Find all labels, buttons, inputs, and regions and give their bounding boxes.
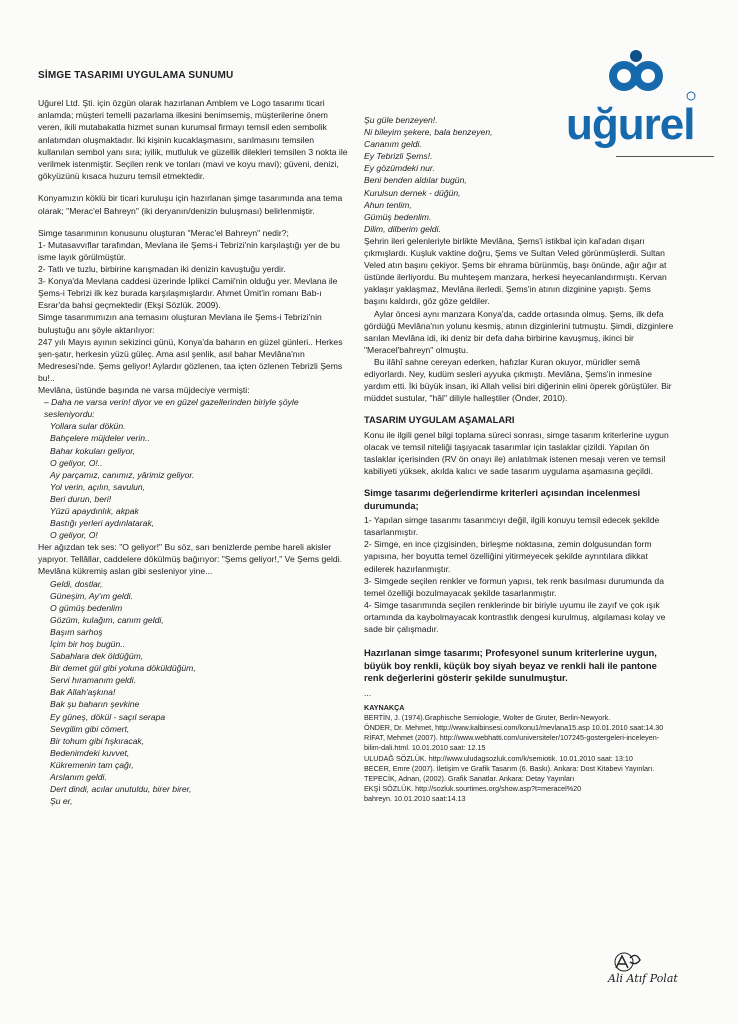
ellipsis: ... — [364, 687, 372, 698]
criteria-item: 3- Simgede seçilen renkler ve formun yapısı, tek renk basılması durumunda da temel özelliği bozulmayacak şekilde tasarlanmıştır. — [364, 575, 664, 598]
poem-line: Dilim, dilberim geldi. — [364, 223, 441, 234]
reference-item: BECER, Emre (2007). İletişim ve Grafik Tasarım (6. Baskı). Ankara: Dost Kitabevi Yayınları. — [364, 763, 655, 773]
poem-line: Yol verin, açılın, savulun, — [50, 481, 146, 492]
ceremony-paragraph: Bu ilâhî sahne cereyan ederken, hafızlar Kuran okuyor, müridler semâ ediyorlardı. Ney, kudüm sesleri ayyuka çıkmıştı. Mevlâna, Şems'in inmesine yardım etti. İki büyük insan, iki Allah velisi biri diğerinin elini öperek görüştüler. Bir müddet sustular, "hâl" diliyle halleştiler (Önder, 2010). — [364, 356, 672, 404]
definition-line: 3- Konya'da Mevlana caddesi üzerinde İplikci Camii'nin olduğu yer. Mevlana ile Şems-i Tebrizi ilk kez burada karşılaşmışlardır. Ahmet Ümit'in romanı Bab-ı Esrar'da bahsi geçmektedir (Ekşi Sözlük. 2009). — [38, 276, 338, 311]
poem-line: İçim bir hoş bugün.. — [50, 639, 125, 650]
poem-line: Beri durun, beri! — [50, 493, 112, 504]
definition-line: 1- Mutasavvıflar tarafından, Mevlana ile Şems-i Tebrizi'nin karşılaştığı yer de bu isme layık görülmüştür. — [38, 239, 340, 263]
poem-line: Bedenimdeki kuvvet, — [50, 747, 130, 758]
poem-line: Ni bileyim şekere, bala benzeyen, — [364, 127, 493, 138]
poem-line: Yollara sular dökün. — [50, 421, 126, 432]
reference-item: ULUDAĞ SÖZLÜK. http://www.uludagsozluk.com/k/semiotik. 10.01.2010 saat: 13:10 — [364, 753, 633, 763]
poem-line: Sabahlara dek öldüğüm, — [50, 651, 144, 662]
poem-line: Bahar kokuları geliyor, — [50, 445, 136, 456]
poem-line: Gümüş bedenlim. — [364, 211, 432, 222]
quote-line: – Daha ne varsa verin! diyor ve en güzel gazellerinden biriyle şöyle sesleniyordu: — [44, 397, 299, 420]
definition-block — [38, 227, 350, 396]
poem-line: Ay parçamız, canımız, yârimiz geliyor. — [50, 469, 195, 480]
poem-line: Bastığı yerleri aydınlatarak, — [50, 518, 155, 529]
poem-line: O gümüş bedenlim — [50, 602, 123, 613]
stages-paragraph: Konu ile ilgili genel bilgi toplama süreci sonrası, simge tasarım kriterlerine uygun olacak ve temsil niteliği taşıyacak tasarımlar için taslaklar çizildi. Yapılan ön taslaklar içerisinden (RV ön onayı ile) anlatılmak istenen mesajı veren ve temsil kabiliyeti yüksek, akılda kalıcı ve sade tasarım uygulama aşamasına geçildi. — [364, 429, 669, 477]
logo-wordmark: uğurel — [566, 100, 695, 149]
section-title-criteria: Simge tasarımı değerlendirme kriterleri açısından incelenmesi durumunda; — [364, 487, 641, 511]
poem-line: Geldi, dostlar, — [50, 578, 103, 589]
reference-item: RİFAT, Mehmet (2007). http://www.webhatti.com/universiteler/107245-gostergeleri-inceleyen-bilim-dali.html. 10.01.2010 saat: 12.15 — [364, 733, 660, 753]
signature: Ali Atıf Polat — [608, 972, 678, 985]
definition-line: 247 yılı Mayıs ayının sekizinci günü, Konya'da baharın en güzel günleri.. Herkes şen-şatır, herkesin yüzü güleç. Ama asıl şenlik, asıl bahar Mevlâna'nın Medresesi'nde. Şems geliyor! Aylardır gözlenen, taa içten özlenen Tebrizli Şems bu!.. — [38, 336, 343, 383]
meeting-paragraph: Şehrin ileri gelenleriyle birlikte Mevlâna, Şems'i istikbal için kal'adan dışarı çıkmışlardı. Kuşluk vaktine doğru, Şems ve Sultan Veled görünmüşlerdi. Sultan Veled atın başını çekiyor. Şems bir ehrama bürünmüş, başı önünde, ağır ağır at üstünde ilerliyordu. Bu muhteşem manzara, herkesi heyecanlandırmıştı. Kervan yaklaşır yaklaşmaz, Mevlâna ilerledi. Şems'in atının dizginine yapıştı. Şems başını kaldırdı, göz göze geldiler. — [364, 235, 667, 307]
summary-paragraph: Hazırlanan simge tasarımı; Profesyonel sunum kriterlerine uygun, büyük boy renkli, küçük boy siyah beyaz ve renkli hali ile pantone renk değerlerini gösterir şekilde sunulmuştur. — [364, 647, 657, 684]
section-title-stages: TASARIM UYGULAM AŞAMALARI — [364, 414, 515, 426]
poem-line: Beni benden aldılar bugün, — [364, 175, 467, 186]
poem-line: Şu güle benzeyen!. — [364, 115, 438, 125]
poem-line: Arslanım geldi. — [50, 772, 107, 783]
page-title: SİMGE TASARIMI UYGULAMA SUNUMU — [38, 70, 234, 81]
poem-line: Bak şu baharın şevkine — [50, 699, 140, 710]
poem-line: Yüzü apaydınlık, akpak — [50, 505, 139, 516]
repeat-paragraph: Aylar öncesi aynı manzara Konya'da, cadde ortasında olmuş. Şems, ilk defa gördüğü Mevlâna'nın yolunu kesmiş, atının dizginlerini tutmuştu. Şimdi, dizginlere sarılan Mevlâna idi, iki deniz bir defa daha birbirine kavuşmuş, ikinci bir "Meracel'bahreyn" olmuştu. — [364, 308, 674, 355]
poem-line: Bak Allah'aşkına! — [50, 687, 116, 698]
poem-line: Ey gözümdeki nur. — [364, 163, 435, 174]
theme-paragraph: Konyamızın köklü bir ticari kuruluşu için hazırlanan şimge tasarımında ana tema olarak; "Merac'el Bahreyn" (iki deryanın/denizin buluşması) belirlenmiştir. — [38, 193, 343, 216]
right-column — [364, 114, 674, 805]
poem-line: Ey Tebrizli Şems!. — [364, 151, 433, 162]
poem-line: Gözüm, kulağım, canım geldi, — [50, 614, 164, 625]
reference-item: TEPECİK, Adnan, (2002). Grafik Sanatlar. Ankara: Detay Yayınları — [364, 774, 575, 784]
definition-line: Simge tasarımının konusunu oluşturan "Merac'el Bahreyn" nedir?; — [38, 227, 289, 238]
poem-line: O geliyor, O! — [50, 530, 98, 541]
poem-line: Başım sarhoş — [50, 626, 103, 637]
criteria-item: 2- Simge, en ince çizgisinden, birleşme noktasına, zemin dolgusundan form yapısına, her boyutta temel özelliğini yitirmeyecek şekilde ayrıntılara dikkat edilerek hazırlanmıştır. — [364, 539, 652, 574]
poem-line: Bir tohum gibi fışkıracak, — [50, 735, 145, 746]
poem-line: O geliyor, O!.. — [50, 457, 103, 468]
definition-line: Simge tasarımımızın ana temasını oluşturan Mevlana ile Şems-i Tebrizi'nin buluştuğu anı şöyle aktarılıyor: — [38, 312, 322, 335]
reference-item: ÖNDER, Dr. Mehmet, http://www.kalbinsesi.com/konu1/mevlana15.asp 10.01.2010 saat:14.30 — [364, 723, 664, 733]
poem-line: Ey güneş, dökül - saçıl serapa — [50, 711, 166, 722]
reference-item: EKŞİ SÖZLÜK. http://sozluk.sourtimes.org/show.asp?t=meracel%20 bahreyn. 10.01.2010 saat:14.13 — [364, 784, 582, 804]
poem-line: Cananım geldi. — [364, 139, 422, 150]
narration-paragraph: Her ağızdan tek ses: "O geliyor!" Bu söz, sarı benizlerde pembe hareli akisler yapıyor. Tellâllar, caddelere dökülmüş bağırıyor: "Şems geliyor!," Ve Şems geldi. Mevlâna kükremiş aslan gibi sesleniyor yine... — [38, 542, 343, 577]
reference-item: BERTİN, J. (1974).Graphische Semiologie, Wolter de Gruter, Berlin-Newyork. — [364, 712, 611, 722]
poem-third — [364, 114, 674, 235]
criteria-item: 1- Yapılan simge tasarımı tasarımcıyı değil, ilgili konuyu temsil edecek şekilde tasarlanmıştır. — [364, 515, 660, 538]
intro-paragraph: Uğurel Ltd. Şti. için özgün olarak hazırlanan Amblem ve Logo tasarımı ticari anlamda; müşteri temelli pazarlama ilkesini benimsemiş, müşterilerine önem veren, ikili mutabakatla hizmet sunan kurumsal firmayı temsil eden sembolik anlatımdan oluşmaktadır. İki kişinin kucaklaşmasını, sarılmasını temsilen kullanılan sembol yanı sıra; iyilik, mutluluk ve güzellik dilekleri temsilen 3 nokta ile verilmek istenmiştir. Seçilen renk ve tonları (mavi ve koyu mavi); güveni, denizi, gökyüzünü kısaca huzuru temsil etmektedir. — [38, 98, 348, 182]
poem-first — [38, 420, 350, 541]
poem-line: Ahun tenlim, — [364, 199, 412, 210]
poem-line: Sevgilim gibi cömert, — [50, 723, 130, 734]
criteria-item: 4- Simge tasarımında seçilen renklerinde bir biriyle uyumu ile zayıf ve çok ışık ortamında da kaybolmayacak kontrastlık dengesi kurulmuş, algılaması kolay ve sade bir çalışmadır. — [364, 599, 666, 634]
poem-line: Dert dindi, acılar unutuldu, birer birer, — [50, 784, 192, 795]
left-column — [38, 70, 350, 807]
definition-line: Mevlâna, üstünde başında ne varsa müjdeciye vermişti: — [38, 385, 250, 396]
poem-line: Şu er, — [50, 796, 73, 807]
poem-line: Bahçelere müjdeler verin.. — [50, 433, 150, 444]
references-title: KAYNAKÇA — [364, 702, 405, 712]
references — [364, 703, 674, 805]
poem-line: Servi hıramanım geldi. — [50, 675, 136, 686]
poem-line: Bir demet gül gibi yoluna döküldüğüm, — [50, 663, 196, 674]
poem-line: Kükremenin tam çağı, — [50, 759, 134, 770]
poem-second — [38, 578, 350, 808]
definition-line: 2- Tatlı ve tuzlu, birbirine karışmadan iki denizin kavuştuğu yerdir. — [38, 264, 286, 275]
poem-line: Kurulsun dernek - düğün, — [364, 187, 461, 198]
poem-line: Güneşim, Ay'ım geldi. — [50, 590, 133, 601]
